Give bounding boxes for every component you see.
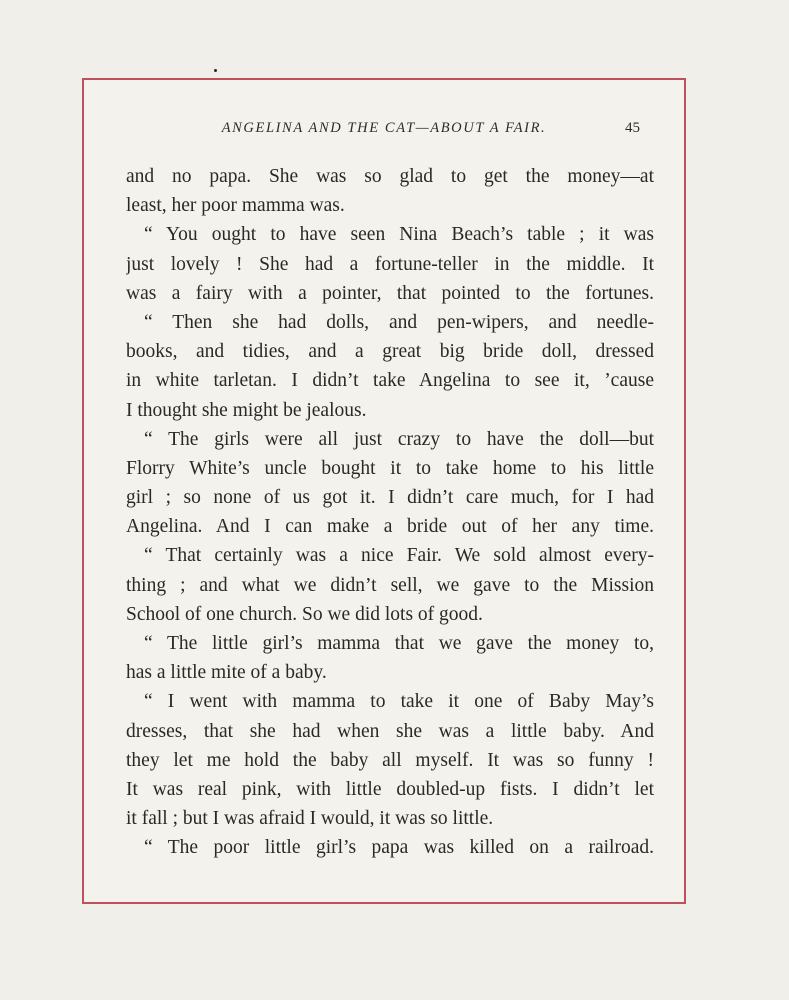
text-line: and no papa. She was so glad to get the money—at bbox=[126, 166, 654, 187]
text-line: Florry White’s uncle bought it to take home to his little bbox=[126, 457, 654, 479]
text-line: School of one church. So we did lots of good. bbox=[126, 603, 483, 625]
text-line: least, her poor mamma was. bbox=[126, 195, 345, 217]
text-line: has a little mite of a baby. bbox=[126, 662, 327, 684]
page-number: 45 bbox=[625, 120, 640, 136]
page-frame bbox=[82, 78, 686, 904]
ink-speck bbox=[214, 69, 217, 72]
page-header bbox=[84, 120, 684, 144]
text-line: “ That certainly was a nice Fair. We sold almost every- bbox=[144, 545, 654, 567]
text-line: I thought she might be jealous. bbox=[126, 399, 367, 421]
text-line: it fall ; but I was afraid I would, it was so little. bbox=[126, 808, 494, 830]
text-line: “ Then she had dolls, and pen-wipers, and needle- bbox=[144, 311, 654, 333]
text-line: “ I went with mamma to take it one of Baby May’s bbox=[144, 691, 654, 713]
text-line: just lovely ! She had a fortune-teller in the middle. It bbox=[126, 253, 654, 275]
text-line: in white tarletan. I didn’t take Angelina to see it, ’cause bbox=[126, 370, 654, 392]
body-text bbox=[126, 162, 654, 863]
text-line: they let me hold the baby all myself. It was so funny ! bbox=[126, 749, 654, 771]
text-line: “ The poor little girl’s papa was killed on a railroad. bbox=[144, 837, 654, 859]
text-line: thing ; and what we didn’t sell, we gave to the Mission bbox=[126, 574, 654, 596]
text-line: “ The little girl’s mamma that we gave the money to, bbox=[144, 633, 654, 654]
text-line: It was real pink, with little doubled-up fists. I didn’t let bbox=[126, 778, 654, 800]
text-line: “ You ought to have seen Nina Beach’s table ; it was bbox=[144, 224, 654, 246]
text-line: was a fairy with a pointer, that pointed to the fortunes. bbox=[126, 282, 654, 304]
text-line: dresses, that she had when she was a little baby. And bbox=[126, 720, 654, 742]
text-line: girl ; so none of us got it. I didn’t care much, for I had bbox=[126, 487, 654, 509]
text-line: “ The girls were all just crazy to have the doll—but bbox=[144, 428, 654, 450]
text-line: books, and tidies, and a great big bride doll, dressed bbox=[126, 341, 654, 363]
running-head: ANGELINA AND THE CAT—ABOUT A FAIR. bbox=[221, 120, 547, 136]
text-line: Angelina. And I can make a bride out of her any time. bbox=[126, 516, 654, 538]
